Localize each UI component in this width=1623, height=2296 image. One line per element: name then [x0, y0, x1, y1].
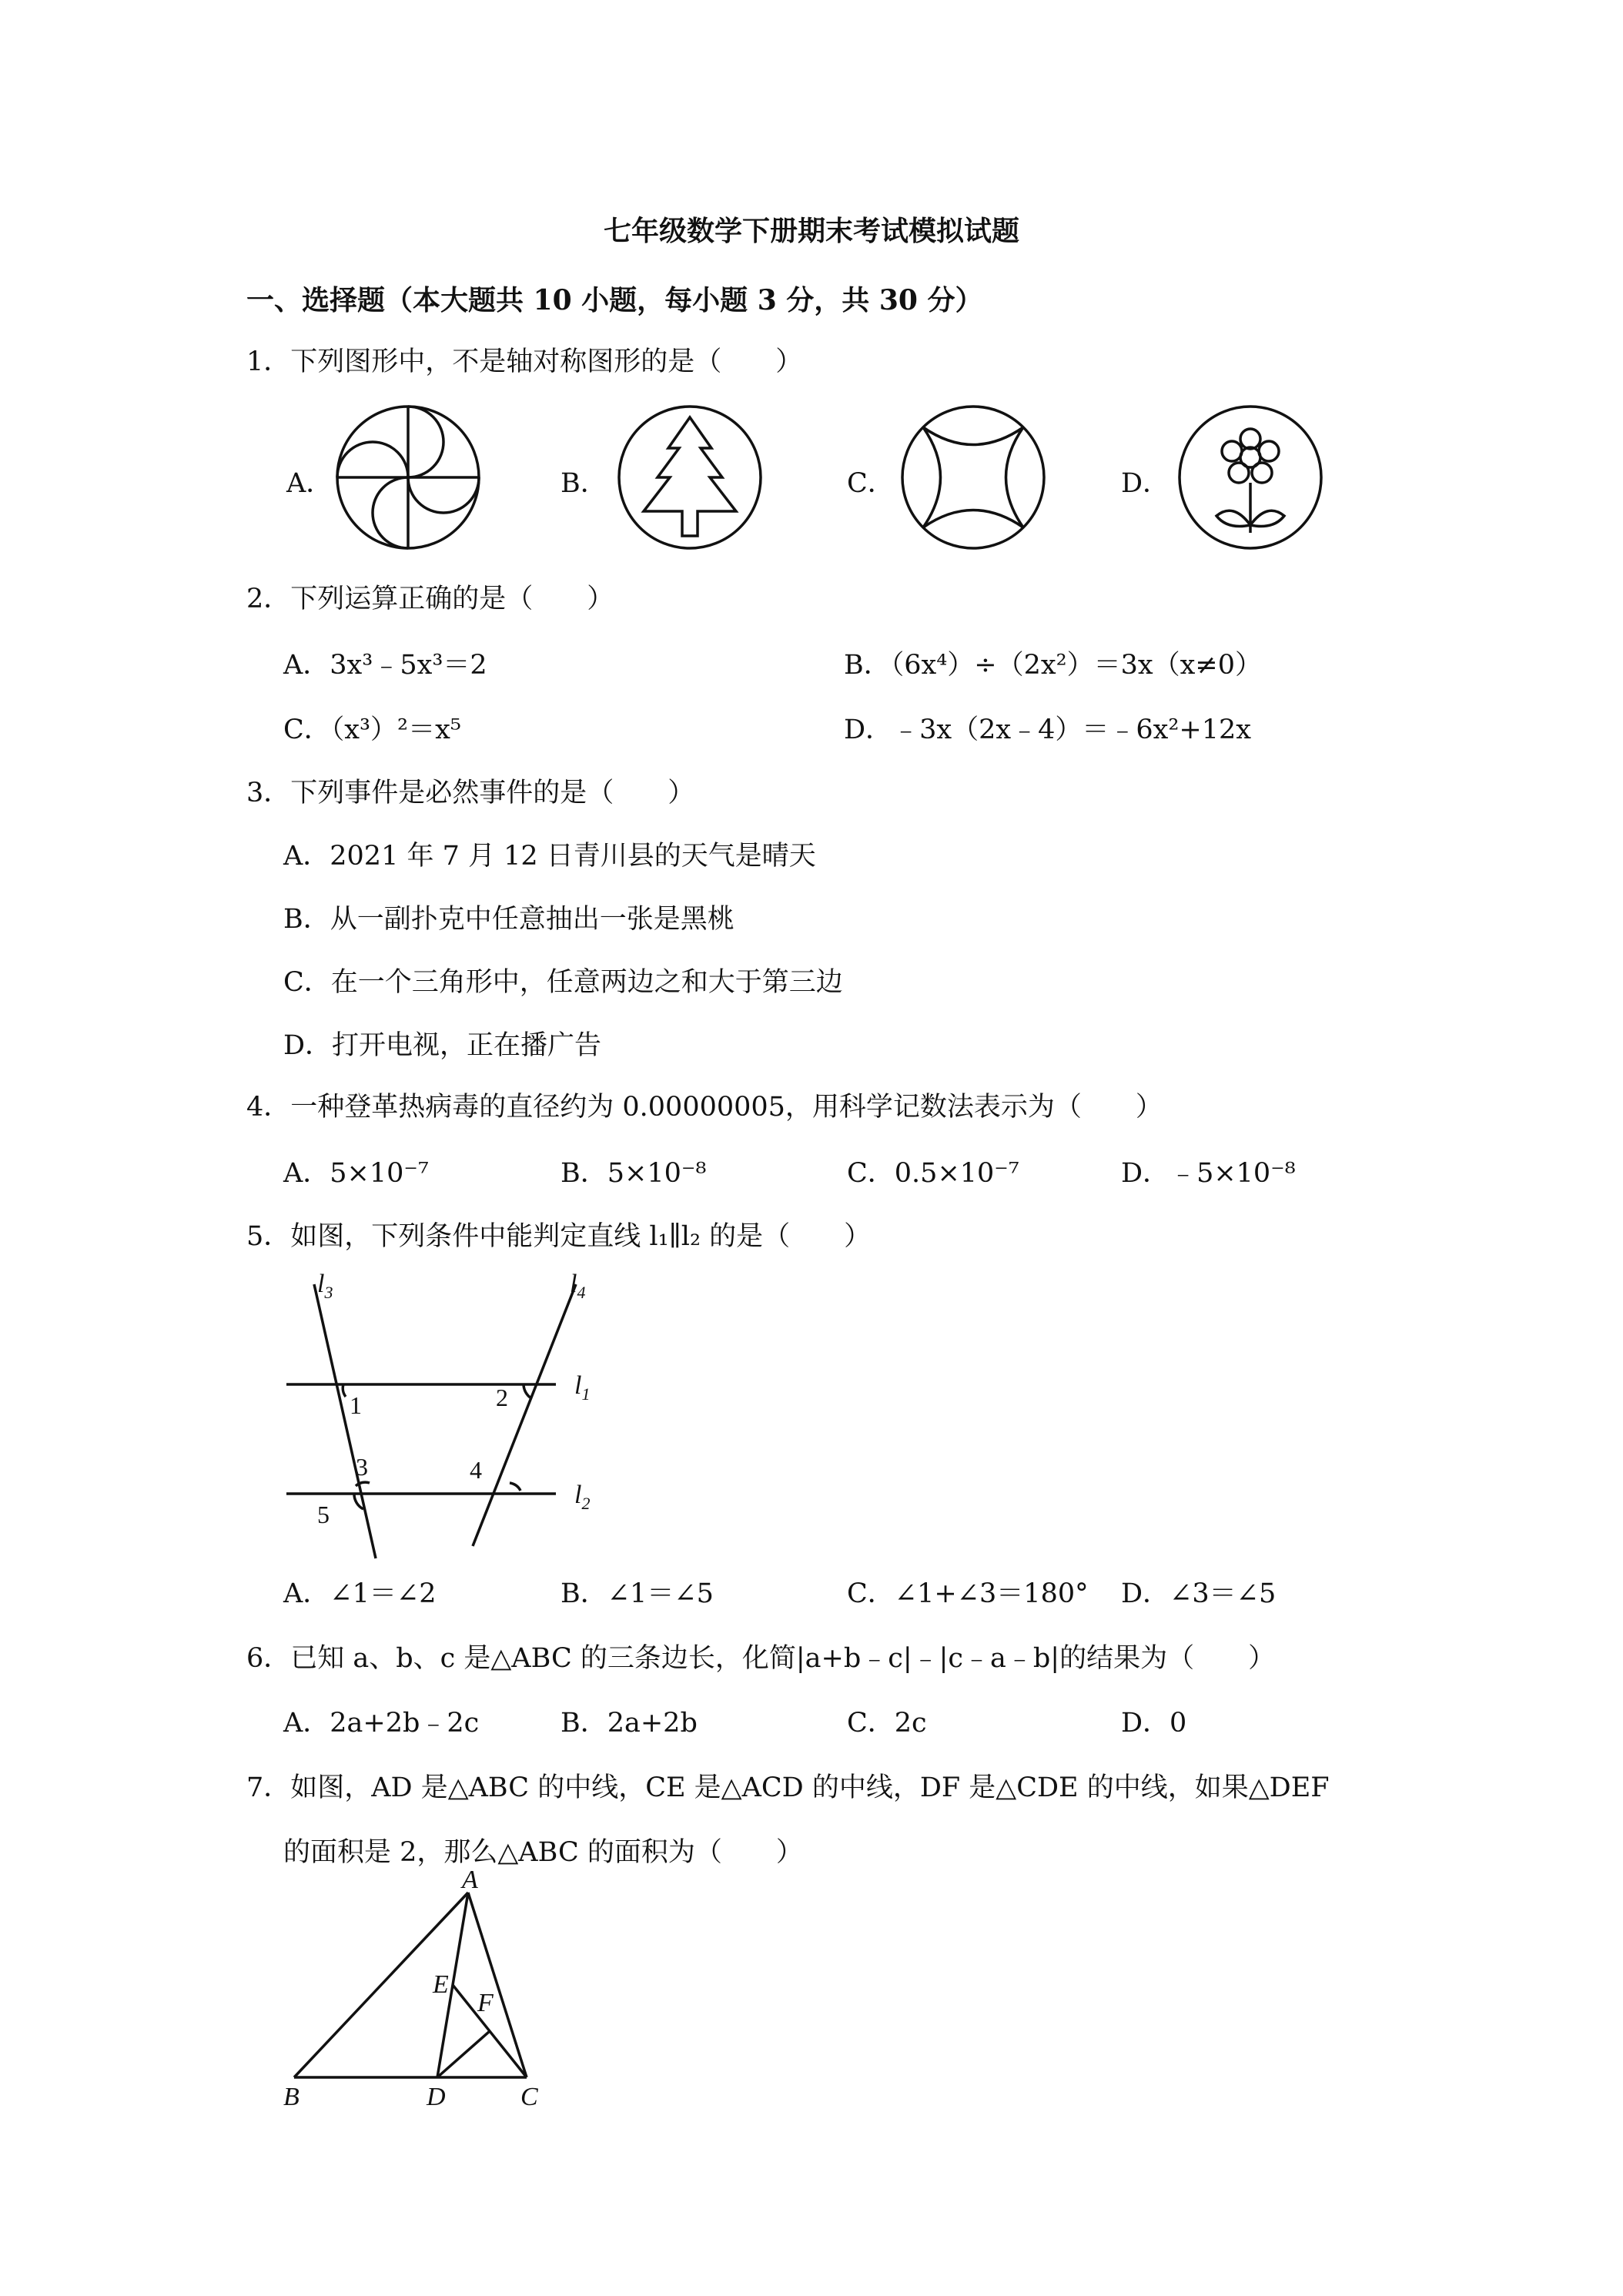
q4-option-c-label: C． [847, 1158, 895, 1189]
q5-stem: 5．如图，下列条件中能判定直线 l₁∥l₂ 的是（ ） [246, 1221, 872, 1252]
q3-option-a: A．2021 年 7 月 12 日青川县的天气是晴天 [283, 841, 816, 872]
vertex-b-label: B [283, 2083, 300, 2111]
vertex-c-label: C [520, 2083, 538, 2111]
q4-option-d-label: D． [1121, 1158, 1170, 1189]
q2-option-d-label: D． [844, 715, 893, 745]
side-ac [468, 1893, 527, 2077]
q3-option-c: C．在一个三角形中，任意两边之和大于第三边 [283, 967, 843, 998]
q7-stem-line1: 7．如图，AD 是△ABC 的中线，CE 是△ACD 的中线，DF 是△CDE 的中线，如果△DEF [246, 1772, 1330, 1803]
q4-option-b-text: 5×10⁻⁸ [607, 1158, 707, 1189]
q5-option-d: D．∠3＝∠5 [1121, 1578, 1277, 1609]
q5-option-a: A．∠1＝∠2 [283, 1578, 437, 1609]
q6-option-a: A．2a+2b﹣2c [283, 1708, 480, 1739]
pine-tree-circle-icon [613, 400, 767, 554]
q2-option-b-text: （6x⁴）÷（2x²）＝3x（x≠0） [890, 650, 1262, 681]
q2-option-b [844, 644, 1262, 682]
q2-option-a-text: 3x³﹣5x³＝2 [330, 650, 487, 681]
angle-3-label: 3 [356, 1453, 368, 1481]
q5-figure [277, 1263, 616, 1571]
four-arcs-circle-icon [896, 400, 1050, 554]
q7-stem-line2: 的面积是 2，那么△ABC 的面积为（ ） [283, 1837, 803, 1868]
q2-option-d-text: ﹣3x（2x﹣4）＝﹣6x²+12x [892, 715, 1251, 745]
angle-4-label: 4 [470, 1456, 482, 1484]
page-title: 七年级数学下册期末考试模拟试题 [603, 215, 1019, 247]
q4-option-a-label: A． [283, 1158, 330, 1189]
q7-figure [277, 1866, 570, 2111]
q3-option-b: B．从一副扑克中任意抽出一张是黑桃 [283, 904, 735, 935]
pinwheel-circle-icon [331, 400, 485, 554]
q5-option-c: C．∠1+∠3＝180° [847, 1578, 1089, 1609]
q6-stem: 6．已知 a、b、c 是△ABC 的三条边长，化简|a+b﹣c|﹣|c﹣a﹣b|的结果为（ ） [246, 1643, 1276, 1674]
vertex-a-label: A [462, 1866, 478, 1894]
q2-option-c-text: （x³）²＝x⁵ [330, 715, 461, 745]
q4-option-c [847, 1152, 1019, 1190]
q2-stem: 2．下列运算正确的是（ ） [246, 584, 614, 614]
vertex-d-label: D [427, 2083, 446, 2111]
q1-option-a-label: A． [286, 468, 333, 499]
q2-option-b-label: B． [844, 650, 891, 681]
angle-1-label: 1 [350, 1391, 362, 1419]
q6-option-b: B．2a+2b [561, 1708, 698, 1739]
label-l4: $l_4$ [570, 1270, 586, 1302]
q2-option-d [844, 708, 1251, 747]
q1-option-d-label: D． [1121, 468, 1170, 499]
q4-option-b-label: B． [561, 1158, 607, 1189]
label-l3: $l_3$ [317, 1270, 333, 1302]
point-e-label: E [433, 1970, 449, 1999]
q1-option-b-label: B． [561, 468, 607, 499]
line-l4 [473, 1284, 576, 1546]
q3-option-d: D．打开电视，正在播广告 [283, 1030, 602, 1061]
q5-option-b: B．∠1＝∠5 [561, 1578, 714, 1609]
flower-circle-icon [1173, 400, 1327, 554]
q6-option-d: D．0 [1121, 1708, 1187, 1739]
q2-option-c [283, 708, 461, 747]
q3-stem: 3．下列事件是必然事件的是（ ） [246, 778, 695, 808]
q4-option-a [283, 1152, 429, 1190]
q4-option-d [1121, 1152, 1296, 1190]
angle-5-label: 5 [317, 1501, 330, 1528]
point-f-label: F [477, 1989, 494, 2017]
q4-option-b [561, 1152, 706, 1190]
q2-option-c-label: C． [283, 715, 331, 745]
section-heading: 一、选择题（本大题共 10 小题，每小题 3 分，共 30 分） [246, 284, 983, 316]
angle-2-label: 2 [496, 1384, 508, 1411]
q1-option-c-label: C． [847, 468, 895, 499]
q4-stem: 4．一种登革热病毒的直径约为 0.00000005，用科学记数法表示为（ ） [246, 1092, 1163, 1123]
q2-option-a-label: A． [283, 650, 330, 681]
q4-option-d-text: ﹣5×10⁻⁸ [1170, 1158, 1296, 1189]
q1-stem: 1．下列图形中，不是轴对称图形的是（ ） [246, 346, 803, 377]
label-l2: $l_2$ [574, 1481, 591, 1513]
q2-option-a [283, 644, 487, 682]
label-l1: $l_1$ [574, 1371, 591, 1404]
q4-option-c-text: 0.5×10⁻⁷ [894, 1158, 1019, 1189]
q6-option-c: C．2c [847, 1708, 927, 1739]
q4-option-a-text: 5×10⁻⁷ [330, 1158, 429, 1189]
